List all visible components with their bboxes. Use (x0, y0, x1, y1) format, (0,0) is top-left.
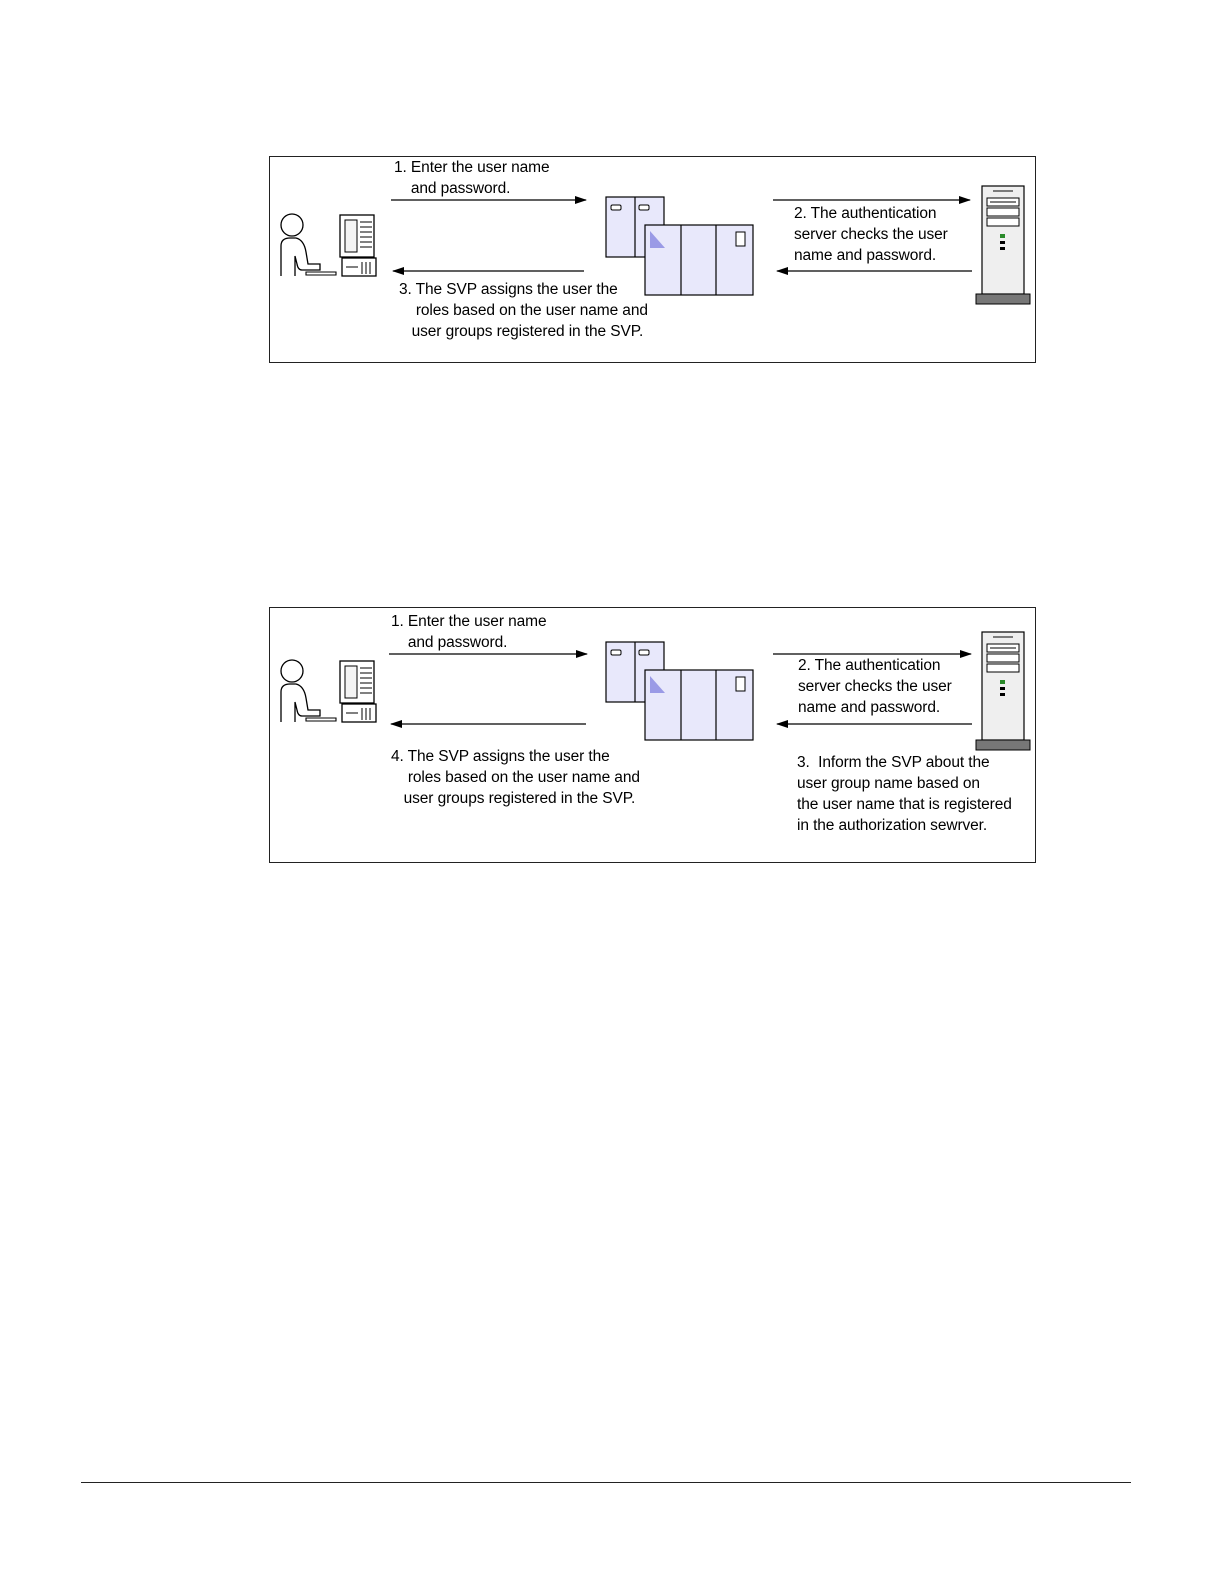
user-at-computer-icon (278, 658, 378, 724)
step-1-label: 1. Enter the user name and password. (394, 159, 550, 197)
user-at-computer-icon (278, 212, 378, 278)
footer-rule (81, 1482, 1131, 1483)
svp-storage-icon (605, 641, 755, 741)
step-1-label: 1. Enter the user name and password. (391, 613, 547, 651)
step-2-label: 2. The authentication server checks the user name and password. (798, 657, 952, 716)
step-2-label: 2. The authentication server checks the user name and password. (794, 205, 948, 264)
authentication-server-icon (975, 630, 1033, 752)
step-3-label: 3. The SVP assigns the user the roles based on the user name and user groups registered in the SVP. (399, 281, 648, 340)
step-4-label: 4. The SVP assigns the user the roles based on the user name and user groups registered in the SVP. (391, 748, 640, 807)
figure-2-authorization-flow (269, 607, 1036, 863)
authentication-server-icon (975, 184, 1033, 306)
figure-1-authentication-flow (269, 156, 1036, 363)
step-3-label: 3. Inform the SVP about the user group name based on the user name that is registered in the authorization sewrver. (797, 754, 1012, 834)
